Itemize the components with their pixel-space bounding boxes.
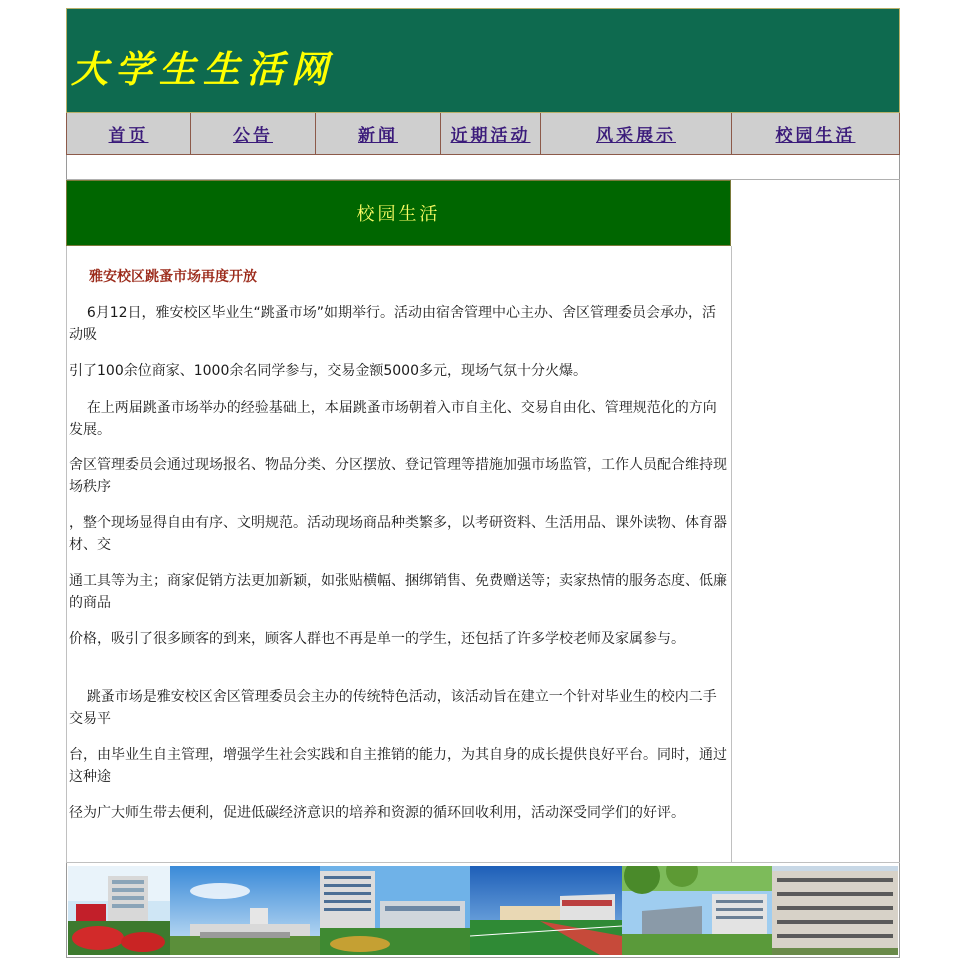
campus-photo-4[interactable] (470, 866, 622, 955)
nav-link-showcase[interactable]: 风采展示 (596, 126, 676, 146)
campus-photo-6[interactable] (772, 866, 898, 955)
article-title: 雅安校区跳蚤市场再度开放 (89, 269, 257, 285)
nav-link-announcements[interactable]: 公告 (233, 126, 273, 146)
campus-photo-3[interactable] (320, 866, 470, 955)
article-paragraph: 通工具等为主；商家促销方法更加新颖，如张贴横幅、捆绑销售、免费赠送等；卖家热情的服务态度、低廉的商品 (69, 573, 727, 611)
nav-item-home[interactable] (66, 113, 191, 154)
article-paragraph: ，整个现场显得自由有序、文明规范。活动现场商品种类繁多，以考研资料、生活用品、课外读物、体育器材、交 (69, 515, 727, 553)
article-paragraph: 跳蚤市场是雅安校区舍区管理委员会主办的传统特色活动，该活动旨在建立一个针对毕业生的校内二手交易平 (69, 689, 717, 727)
article-paragraph: 在上两届跳蚤市场举办的经验基础上，本届跳蚤市场朝着入市自主化、交易自由化、管理规范化的方向发展。 (69, 400, 717, 438)
site-header (66, 8, 900, 113)
nav-item-campus-life[interactable] (732, 113, 900, 154)
section-heading: 校园生活 (356, 204, 441, 225)
spacer-row (66, 155, 900, 180)
section-header (66, 180, 731, 246)
main-nav (66, 113, 900, 155)
campus-photo-5[interactable] (622, 866, 772, 955)
nav-link-home[interactable]: 首页 (108, 126, 149, 146)
campus-photo-1[interactable] (68, 866, 170, 955)
nav-link-campus-life[interactable]: 校园生活 (775, 126, 856, 146)
nav-item-recent-activities[interactable] (441, 113, 541, 154)
site-title: 大学生生活网 (71, 47, 335, 91)
photo-gallery (66, 862, 900, 958)
article-content (66, 246, 732, 862)
article-paragraph: 台，由毕业生自主管理，增强学生社会实践和自主推销的能力，为其自身的成长提供良好平台。同时，通过这种途 (69, 747, 727, 785)
nav-item-showcase[interactable] (541, 113, 732, 154)
nav-link-news[interactable]: 新闻 (358, 126, 398, 146)
article-paragraph: 6月12日，雅安校区毕业生“跳蚤市场”如期举行。活动由宿舍管理中心主办、舍区管理委员会承办，活动吸 (69, 305, 717, 343)
nav-item-news[interactable] (316, 113, 441, 154)
article-paragraph: 价格，吸引了很多顾客的到来，顾客人群也不再是单一的学生，还包括了许多学校老师及家属参与。 (69, 631, 685, 647)
nav-link-recent-activities[interactable]: 近期活动 (450, 126, 531, 146)
campus-photo-2[interactable] (170, 866, 320, 955)
article-paragraph: 引了100余位商家、1000余名同学参与，交易金额5000多元，现场气氛十分火爆。 (69, 363, 587, 379)
article-paragraph: 舍区管理委员会通过现场报名、物品分类、分区摆放、登记管理等措施加强市场监管，工作人员配合维持现场秩序 (69, 457, 727, 495)
article-paragraph: 径为广大师生带去便利，促进低碳经济意识的培养和资源的循环回收利用，活动深受同学们的好评。 (69, 805, 685, 821)
nav-item-announcements[interactable] (191, 113, 316, 154)
